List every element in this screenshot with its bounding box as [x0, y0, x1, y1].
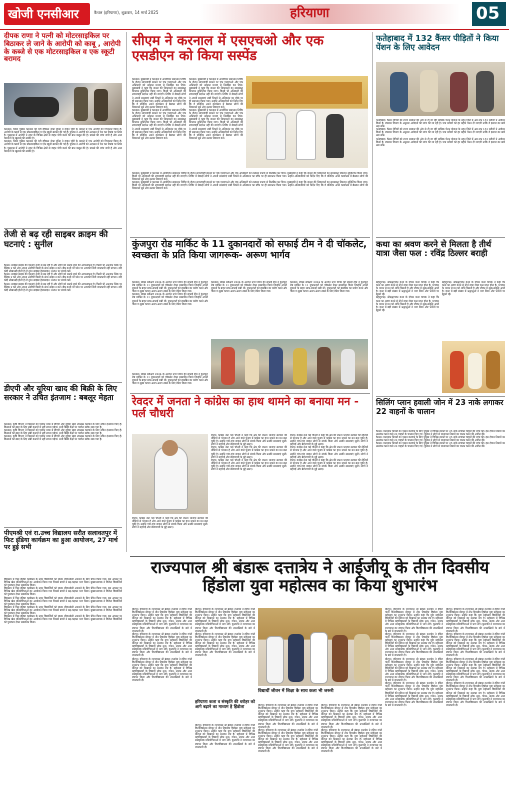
lead-photo	[246, 76, 368, 168]
person-figure	[450, 72, 468, 112]
person-figure	[310, 632, 328, 684]
congress-body-col1: रेवदर। कांग्रेस नेता पर्ल चौधरी ने कहा कि क्षेत्र की जनता भाजपा सरकार की नीतियों से परेशान है और आने वाले चुनाव में कांग्रेस का हाथ थामने का मन बना चुकी है। उन्होंने गांव-गांव जाकर लोगों से संपर्क किया और उनकी समस्याएं सुनीं। लोगों ने महंगाई और बेरोजगारी के मुद्दे उठाए।	[132, 517, 208, 530]
brand-logo	[4, 3, 90, 25]
right-mid-body-col2: बहादुरगढ़। श्रीमद्भागवत कथा के दौरान कथा वाचक ने कहा कि कथा का श्रवण करने से तीर्थ यात्रा जैसा फल प्राप्त होता है। भगवान के भजन से मन को शांति मिलती है और जीवन में सुख-समृद्धि आती है। कथा में बड़ी संख्या में श्रद्धालुओं ने भाग लिया और भजनों पर झूमते रहे।	[442, 281, 505, 297]
bottom-subhead: हरियाणा कला व संस्कृति की धरोहर को आगे बढ़ाने का माध्यम है हिंडोला	[195, 699, 255, 709]
bottom-body-col2: मीरपुर। हरियाणा के राज्यपाल श्री बंडारू दत्तात्रेय ने इंदिरा गांधी विश्वविद्यालय मीरपुर में तीन दिवसीय हिंडोला युवा महोत्सव का शुभारंभ किया। उन्होंने कहा कि युवा महोत्सव विद्यार्थियों की प्रतिभा को निखारने का सशक्त मंच है। महोत्सव में विभिन्न महाविद्यालयों के विद्यार्थी लोक नृत्य, गायन, नाटक और अन्य सांस्कृतिक प्रतियोगिताओं में भाग लेंगे। कुलपति ने राज्यपाल का स्वागत किया और विश्वविद्यालय की उपलब्धियों के बारे में जानकारी दी। मीरपुर। हरियाणा के राज्यपाल श्री बंडारू दत्तात्रेय ने इंदिरा गांधी विश्वविद्यालय मीरपुर में तीन दिवसीय हिंडोला युवा महोत्सव का शुभारंभ किया। उन्होंने कहा कि युवा महोत्सव विद्यार्थियों की प्रतिभा को निखारने का सशक्त मंच है। महोत्सव में विभिन्न महाविद्यालयों के विद्यार्थी लोक नृत्य, गायन, नाटक और अन्य सांस्कृतिक प्रतियोगिताओं में भाग लेंगे। कुलपति ने राज्यपाल का स्वागत किया और विश्वविद्यालय की उपलब्धियों के बारे में जानकारी दी।	[195, 608, 255, 658]
left-top-headline: दीपक राणा ने पत्नी को मोटरसाइकिल पर बिठाकर ले जाने के आरोपी को काबू , आरोपी के कब्जे से एक मोटरसाइकिल व एक स्कूटी बरामद	[4, 32, 121, 64]
person-figure	[221, 347, 235, 385]
middle-photo	[211, 339, 368, 389]
right-mid-photo	[442, 341, 505, 393]
police-figure	[94, 89, 108, 121]
middle-body-col1: करनाल। स्वच्छ सर्वेक्षण 2024 के अंतर्गत नगर निगम की सफाई टीम ने कुंजपुरा रोड मार्किट के 11 दुकानदारों को चॉकलेट देकर सम्मानित किया जिन्होंने अपनी दुकानों के बाहर साफ-सफाई रखी थी। दुकानदारों को डस्टबिन का प्रयोग करने और गीला व सूखा कचरा अलग-अलग रखने के लिए प्रेरित किया गया। करनाल। स्वच्छ सर्वेक्षण 2024 के अंतर्गत नगर निगम की सफाई टीम ने कुंजपुरा रोड मार्किट के 11 दुकानदारों को चॉकलेट देकर सम्मानित किया जिन्होंने अपनी दुकानों के बाहर साफ-सफाई रखी थी। दुकानदारों को डस्टबिन का प्रयोग करने और गीला व सूखा कचरा अलग-अलग रखने के लिए प्रेरित किया गया।	[132, 281, 208, 306]
person-figure	[450, 351, 464, 389]
person-figure	[468, 353, 482, 389]
bottom-section-rule	[130, 556, 505, 557]
story-divider	[376, 396, 505, 397]
person-figure	[354, 634, 370, 682]
middle-headline: कुंजपुरा रोड मार्किट के 11 दुकानदारों को सफाई टीम ने दी चॉकलेट, स्वच्छता के प्रति किया जागरूक- अरूण भार्गव	[132, 239, 367, 261]
left-low-headline: डीएपी और यूरिया खाद की बिक्री के लिए सरकार ने उचित इंतजाम : बबलूर मेहता	[4, 384, 117, 402]
congress-headline: रेवदर में जनता ने कांग्रेस का हाथ थामने का बनाया मन - पर्ल चौधरी	[132, 395, 359, 421]
bottom-subhead-2: विद्यार्थी जीवन में शिक्षा के साथ कला भी जरूरी	[258, 689, 334, 694]
right-low-body: कैथल। यातायात नियमों का पालन करवाने के लिए पुलिस ने विभिन्न स्थानों पर 23 नाके लगाकर वाहनों की जांच की। इस दौरान नियमों का उल्लंघन करने वाले 22 वाहनों के चालान किए गए। पुलिस ने लोगों से यातायात नियमों का पालन करने की अपील की। कैथल। यातायात नियमों का पालन करवाने के लिए पुलिस ने विभिन्न स्थानों पर 23 नाके लगाकर वाहनों की जांच की। इस दौरान नियमों का उल्लंघन करने वाले 22 वाहनों के चालान किए गए। पुलिस ने लोगों से यातायात नियमों का पालन करने की अपील की। कैथल। यातायात नियमों का पालन करवाने के लिए पुलिस ने विभिन्न स्थानों पर 23 नाके लगाकर वाहनों की जांच की। इस दौरान नियमों का उल्लंघन करने वाले 22 वाहनों के चालान किए गए। पुलिस ने लोगों से यातायात नियमों का पालन करने की अपील की।	[376, 430, 505, 449]
left-top-body: करनाल। जिला पुलिस करनाल की एंटी व्हीकल थेफ्ट यूनिट ने वाहन चोरी के मामले में एक आरोपी को गिरफ्तार किया है। आरोपी के कब्जे से एक मोटरसाइकिल व एक स्कूटी बरामद की गई है। पुलिस ने आरोपी को अदालत में पेश कर रिमांड पर लिया है। पूछताछ में आरोपी ने शहर के विभिन्न क्षेत्रों से वाहन चोरी करने की बात कबूल की है। मामले की जांच जारी है और अन्य वारदातों के खुलासे की उम्मीद है। करनाल। जिला पुलिस करनाल की एंटी व्हीकल थेफ्ट यूनिट ने वाहन चोरी के मामले में एक आरोपी को गिरफ्तार किया है। आरोपी के कब्जे से एक मोटरसाइकिल व एक स्कूटी बरामद की गई है। पुलिस ने आरोपी को अदालत में पेश कर रिमांड पर लिया है। पूछताछ में आरोपी ने शहर के विभिन्न क्षेत्रों से वाहन चोरी करने की बात कबूल की है। मामले की जांच जारी है और अन्य वारदातों के खुलासे की उम्मीद है।	[4, 128, 122, 153]
left-low-body: करनाल। कृषि विभाग ने किसानों को पर्याप्त मात्रा में डीएपी और यूरिया खाद उपलब्ध करवाने के लिए उचित इंतजाम किए हैं। किसानों को खाद के लिए लंबी कतारों में नहीं लगना पड़ेगा। सभी बिक्री केंद्रों पर पर्याप्त स्टॉक रखा गया है। करनाल। कृषि विभाग ने किसानों को पर्याप्त मात्रा में डीएपी और यूरिया खाद उपलब्ध करवाने के लिए उचित इंतजाम किए हैं। किसानों को खाद के लिए लंबी कतारों में नहीं लगना पड़ेगा। सभी बिक्री केंद्रों पर पर्याप्त स्टॉक रखा गया है। करनाल। कृषि विभाग ने किसानों को पर्याप्त मात्रा में डीएपी और यूरिया खाद उपलब्ध करवाने के लिए उचित इंतजाम किए हैं। किसानों को खाद के लिए लंबी कतारों में नहीं लगना पड़ेगा। सभी बिक्री केंद्रों पर पर्याप्त स्टॉक रखा गया है।	[4, 423, 122, 442]
story-divider	[4, 527, 122, 528]
brand-name: खोजी एनसीआर	[8, 7, 79, 21]
section-banner	[200, 4, 460, 24]
right-mid-headline: कथा का श्रवण करने से मिलता है तीर्थ यात्रा जैसा फल : रविंद्र ठिल्लर बराही	[376, 239, 492, 259]
lead-headline: सीएम ने करनाल में एसएचओ और एक एसडीएन को किया सस्पेंड	[132, 33, 324, 65]
story-divider	[4, 382, 122, 383]
person-figure	[269, 347, 283, 385]
person-figure	[476, 71, 494, 112]
page-number-box	[472, 2, 506, 26]
person-figure	[245, 349, 259, 385]
person-figure	[326, 114, 344, 158]
person-figure	[288, 634, 304, 682]
column-rule	[372, 32, 373, 552]
right-top-headline: फतेहाबाद में 132 कैंसर पीड़ितों ने किया पेंशन के लिए आवेदन	[376, 33, 499, 53]
middle-body-col2: करनाल। स्वच्छ सर्वेक्षण 2024 के अंतर्गत नगर निगम की सफाई टीम ने कुंजपुरा रोड मार्किट के 11 दुकानदारों को चॉकलेट देकर सम्मानित किया जिन्होंने अपनी दुकानों के बाहर साफ-सफाई रखी थी। दुकानदारों को डस्टबिन का प्रयोग करने और गीला व सूखा कचरा अलग-अलग रखने के लिए प्रेरित किया गया।	[211, 281, 287, 294]
middle-body-col1b: करनाल। स्वच्छ सर्वेक्षण 2024 के अंतर्गत नगर निगम की सफाई टीम ने कुंजपुरा रोड मार्किट के 11 दुकानदारों को चॉकलेट देकर सम्मानित किया जिन्होंने अपनी दुकानों के बाहर साफ-सफाई रखी थी। दुकानदारों को डस्टबिन का प्रयोग करने और गीला व सूखा कचरा अलग-अलग रखने के लिए प्रेरित किया गया।	[132, 373, 208, 386]
left-mid-headline: तेजी से बढ़ रही साइबर क्राइम की घटनाएं : सुनील	[4, 230, 108, 250]
stage-banner	[252, 82, 362, 104]
page-number: 05	[476, 4, 500, 24]
person-figure	[420, 70, 438, 112]
left-bottom-body: विद्यालय में फिट इंडिया कार्यक्रम के तहत विद्यार्थियों को स्वस्थ जीवनशैली अपनाने के लिए प्रेरित किया गया। इस अवसर पर विभिन्न खेल प्रतियोगिताओं का आयोजन किया गया जिसमें बच्चों ने बढ़-चढ़कर भाग लिया। मुख्याध्यापक ने विजेता विद्यार्थियों को पुरस्कार देकर सम्मानित किया। विद्यालय में फिट इंडिया कार्यक्रम के तहत विद्यार्थियों को स्वस्थ जीवनशैली अपनाने के लिए प्रेरित किया गया। इस अवसर पर विभिन्न खेल प्रतियोगिताओं का आयोजन किया गया जिसमें बच्चों ने बढ़-चढ़कर भाग लिया। मुख्याध्यापक ने विजेता विद्यार्थियों को पुरस्कार देकर सम्मानित किया। विद्यालय में फिट इंडिया कार्यक्रम के तहत विद्यार्थियों को स्वस्थ जीवनशैली अपनाने के लिए प्रेरित किया गया। इस अवसर पर विभिन्न खेल प्रतियोगिताओं का आयोजन किया गया जिसमें बच्चों ने बढ़-चढ़कर भाग लिया। मुख्याध्यापक ने विजेता विद्यार्थियों को पुरस्कार देकर सम्मानित किया। विद्यालय में फिट इंडिया कार्यक्रम के तहत विद्यार्थियों को स्वस्थ जीवनशैली अपनाने के लिए प्रेरित किया गया। इस अवसर पर विभिन्न खेल प्रतियोगिताओं का आयोजन किया गया जिसमें बच्चों ने बढ़-चढ़कर भाग लिया। मुख्याध्यापक ने विजेता विद्यार्थियों को पुरस्कार देकर सम्मानित किया। विद्यालय में फिट इंडिया कार्यक्रम के तहत विद्यार्थियों को स्वस्थ जीवनशैली अपनाने के लिए प्रेरित किया गया। इस अवसर पर विभिन्न खेल प्रतियोगिताओं का आयोजन किया गया जिसमें बच्चों ने बढ़-चढ़कर भाग लिया। मुख्याध्यापक ने विजेता विद्यार्थियों को पुरस्कार देकर सम्मानित किया।	[4, 578, 122, 625]
congress-photo	[132, 434, 208, 514]
right-top-photo	[376, 62, 505, 116]
lead-body-col3: करनाल। मुख्यमंत्री ने करनाल में आयोजित समाधान शिविर के दौरान लापरवाही बरतने पर एक एसएचओ और एक अधिकारी को तत्काल प्रभाव से निलंबित कर दिया। मुख्यमंत्री ने कहा कि जनता की शिकायतों का समयबद्ध निपटान सुनिश्चित किया जाए। किसी भी अधिकारी की लापरवाही बर्दाश्त नहीं की जाएगी। शिविर में सैकड़ों लोगों ने अपनी समस्याएं रखीं जिनमें से अधिकांश का मौके पर ही समाधान किया गया। उन्होंने अधिकारियों को निर्देश दिए कि वे प्रतिदिन अपने कार्यालय में बैठकर लोगों की शिकायतें सुनें और उनका निवारण करें। करनाल। मुख्यमंत्री ने करनाल में आयोजित समाधान शिविर के दौरान लापरवाही बरतने पर एक एसएचओ और एक अधिकारी को तत्काल प्रभाव से निलंबित कर दिया। मुख्यमंत्री ने कहा कि जनता की शिकायतों का समयबद्ध निपटान सुनिश्चित किया जाए। किसी भी अधिकारी की लापरवाही बर्दाश्त नहीं की जाएगी। शिविर में सैकड़ों लोगों ने अपनी समस्याएं रखीं जिनमें से अधिकांश का मौके पर ही समाधान किया गया। उन्होंने अधिकारियों को निर्देश दिए कि वे प्रतिदिन अपने कार्यालय में बैठकर लोगों की शिकायतें सुनें और उनका निवारण करें।	[132, 172, 368, 191]
masthead	[0, 0, 509, 30]
story-divider	[376, 237, 505, 238]
person-figure	[486, 351, 500, 389]
lead-body-col2: करनाल। मुख्यमंत्री ने करनाल में आयोजित समाधान शिविर के दौरान लापरवाही बरतने पर एक एसएचओ और एक अधिकारी को तत्काल प्रभाव से निलंबित कर दिया। मुख्यमंत्री ने कहा कि जनता की शिकायतों का समयबद्ध निपटान सुनिश्चित किया जाए। किसी भी अधिकारी की लापरवाही बर्दाश्त नहीं की जाएगी। शिविर में सैकड़ों लोगों ने अपनी समस्याएं रखीं जिनमें से अधिकांश का मौके पर ही समाधान किया गया। उन्होंने अधिकारियों को निर्देश दिए कि वे प्रतिदिन अपने कार्यालय में बैठकर लोगों की शिकायतें सुनें और उनका निवारण करें। करनाल। मुख्यमंत्री ने करनाल में आयोजित समाधान शिविर के दौरान लापरवाही बरतने पर एक एसएचओ और एक अधिकारी को तत्काल प्रभाव से निलंबित कर दिया। मुख्यमंत्री ने कहा कि जनता की शिकायतों का समयबद्ध निपटान सुनिश्चित किया जाए। किसी भी अधिकारी की लापरवाही बर्दाश्त नहीं की जाएगी। शिविर में सैकड़ों लोगों ने अपनी समस्याएं रखीं जिनमें से अधिकांश का मौके पर ही समाधान किया गया। उन्होंने अधिकारियों को निर्देश दिए कि वे प्रतिदिन अपने कार्यालय में बैठकर लोगों की शिकायतें सुनें और उनका निवारण करें।	[189, 78, 243, 140]
motorcycle-shape	[14, 97, 59, 117]
lead-body-col1: करनाल। मुख्यमंत्री ने करनाल में आयोजित समाधान शिविर के दौरान लापरवाही बरतने पर एक एसएचओ और एक अधिकारी को तत्काल प्रभाव से निलंबित कर दिया। मुख्यमंत्री ने कहा कि जनता की शिकायतों का समयबद्ध निपटान सुनिश्चित किया जाए। किसी भी अधिकारी की लापरवाही बर्दाश्त नहीं की जाएगी। शिविर में सैकड़ों लोगों ने अपनी समस्याएं रखीं जिनमें से अधिकांश का मौके पर ही समाधान किया गया। उन्होंने अधिकारियों को निर्देश दिए कि वे प्रतिदिन अपने कार्यालय में बैठकर लोगों की शिकायतें सुनें और उनका निवारण करें। करनाल। मुख्यमंत्री ने करनाल में आयोजित समाधान शिविर के दौरान लापरवाही बरतने पर एक एसएचओ और एक अधिकारी को तत्काल प्रभाव से निलंबित कर दिया। मुख्यमंत्री ने कहा कि जनता की शिकायतों का समयबद्ध निपटान सुनिश्चित किया जाए। किसी भी अधिकारी की लापरवाही बर्दाश्त नहीं की जाएगी। शिविर में सैकड़ों लोगों ने अपनी समस्याएं रखीं जिनमें से अधिकांश का मौके पर ही समाधान किया गया। उन्होंने अधिकारियों को निर्देश दिए कि वे प्रतिदिन अपने कार्यालय में बैठकर लोगों की शिकायतें सुनें और उनका निवारण करें।	[132, 78, 186, 140]
congress-body-col2: रेवदर। कांग्रेस नेता पर्ल चौधरी ने कहा कि क्षेत्र की जनता भाजपा सरकार की नीतियों से परेशान है और आने वाले चुनाव में कांग्रेस का हाथ थामने का मन बना चुकी है। उन्होंने गांव-गांव जाकर लोगों से संपर्क किया और उनकी समस्याएं सुनीं। लोगों ने महंगाई और बेरोजगारी के मुद्दे उठाए। रेवदर। कांग्रेस नेता पर्ल चौधरी ने कहा कि क्षेत्र की जनता भाजपा सरकार की नीतियों से परेशान है और आने वाले चुनाव में कांग्रेस का हाथ थामने का मन बना चुकी है। उन्होंने गांव-गांव जाकर लोगों से संपर्क किया और उनकी समस्याएं सुनीं। लोगों ने महंगाई और बेरोजगारी के मुद्दे उठाए। रेवदर। कांग्रेस नेता पर्ल चौधरी ने कहा कि क्षेत्र की जनता भाजपा सरकार की नीतियों से परेशान है और आने वाले चुनाव में कांग्रेस का हाथ थामने का मन बना चुकी है। उन्होंने गांव-गांव जाकर लोगों से संपर्क किया और उनकी समस्याएं सुनीं। लोगों ने महंगाई और बेरोजगारी के मुद्दे उठाए।	[211, 434, 287, 472]
congress-body-col3: रेवदर। कांग्रेस नेता पर्ल चौधरी ने कहा कि क्षेत्र की जनता भाजपा सरकार की नीतियों से परेशान है और आने वाले चुनाव में कांग्रेस का हाथ थामने का मन बना चुकी है। उन्होंने गांव-गांव जाकर लोगों से संपर्क किया और उनकी समस्याएं सुनीं। लोगों ने महंगाई और बेरोजगारी के मुद्दे उठाए। रेवदर। कांग्रेस नेता पर्ल चौधरी ने कहा कि क्षेत्र की जनता भाजपा सरकार की नीतियों से परेशान है और आने वाले चुनाव में कांग्रेस का हाथ थामने का मन बना चुकी है। उन्होंने गांव-गांव जाकर लोगों से संपर्क किया और उनकी समस्याएं सुनीं। लोगों ने महंगाई और बेरोजगारी के मुद्दे उठाए। रेवदर। कांग्रेस नेता पर्ल चौधरी ने कहा कि क्षेत्र की जनता भाजपा सरकार की नीतियों से परेशान है और आने वाले चुनाव में कांग्रेस का हाथ थामने का मन बना चुकी है। उन्होंने गांव-गांव जाकर लोगों से संपर्क किया और उनकी समस्याएं सुनीं। लोगों ने महंगाई और बेरोजगारी के मुद्दे उठाए।	[290, 434, 368, 472]
bottom-headline: राज्यपाल श्री बंडारू दत्तात्रेय ने आईजीयू के तीन दिवसीय हिंडोला युवा महोत्सव का किया शुभारंभ	[150, 558, 490, 596]
right-top-body: फतेहाबाद। कैंसर रोगियों को राज्य सरकार की ओर से दी जा रही मासिक पेंशन योजना के तहत जिले में अब तक 132 मरीजों ने आवेदन किया है। स्वास्थ्य विभाग के अनुसार आवेदनों की जांच की जा रही है। पात्र मरीजों को हर महीने पेंशन दी जाएगी ताकि वे इलाज का खर्च उठा सकें। फतेहाबाद। कैंसर रोगियों को राज्य सरकार की ओर से दी जा रही मासिक पेंशन योजना के तहत जिले में अब तक 132 मरीजों ने आवेदन किया है। स्वास्थ्य विभाग के अनुसार आवेदनों की जांच की जा रही है। पात्र मरीजों को हर महीने पेंशन दी जाएगी ताकि वे इलाज का खर्च उठा सकें। फतेहाबाद। कैंसर रोगियों को राज्य सरकार की ओर से दी जा रही मासिक पेंशन योजना के तहत जिले में अब तक 132 मरीजों ने आवेदन किया है। स्वास्थ्य विभाग के अनुसार आवेदनों की जांच की जा रही है। पात्र मरीजों को हर महीने पेंशन दी जाएगी ताकि वे इलाज का खर्च उठा सकें।	[376, 119, 505, 147]
person-figure	[293, 348, 307, 385]
bottom-body-col2b: मीरपुर। हरियाणा के राज्यपाल श्री बंडारू दत्तात्रेय ने इंदिरा गांधी विश्वविद्यालय मीरपुर में तीन दिवसीय हिंडोला युवा महोत्सव का शुभारंभ किया। उन्होंने कहा कि युवा महोत्सव विद्यार्थियों की प्रतिभा को निखारने का सशक्त मंच है। महोत्सव में विभिन्न महाविद्यालयों के विद्यार्थी लोक नृत्य, गायन, नाटक और अन्य सांस्कृतिक प्रतियोगिताओं में भाग लेंगे। कुलपति ने राज्यपाल का स्वागत किया और विश्वविद्यालय की उपलब्धियों के बारे में जानकारी दी।	[195, 724, 255, 749]
column-rule	[126, 32, 127, 552]
masthead-rule	[0, 29, 509, 30]
bottom-body-col4: मीरपुर। हरियाणा के राज्यपाल श्री बंडारू दत्तात्रेय ने इंदिरा गांधी विश्वविद्यालय मीरपुर में तीन दिवसीय हिंडोला युवा महोत्सव का शुभारंभ किया। उन्होंने कहा कि युवा महोत्सव विद्यार्थियों की प्रतिभा को निखारने का सशक्त मंच है। महोत्सव में विभिन्न महाविद्यालयों के विद्यार्थी लोक नृत्य, गायन, नाटक और अन्य सांस्कृतिक प्रतियोगिताओं में भाग लेंगे। कुलपति ने राज्यपाल का स्वागत किया और विश्वविद्यालय की उपलब्धियों के बारे में जानकारी दी। मीरपुर। हरियाणा के राज्यपाल श्री बंडारू दत्तात्रेय ने इंदिरा गांधी विश्वविद्यालय मीरपुर में तीन दिवसीय हिंडोला युवा महोत्सव का शुभारंभ किया। उन्होंने कहा कि युवा महोत्सव विद्यार्थियों की प्रतिभा को निखारने का सशक्त मंच है। महोत्सव में विभिन्न महाविद्यालयों के विद्यार्थी लोक नृत्य, गायन, नाटक और अन्य सांस्कृतिक प्रतियोगिताओं में भाग लेंगे। कुलपति ने राज्यपाल का स्वागत किया और विश्वविद्यालय की उपलब्धियों के बारे में जानकारी दी।	[321, 704, 382, 754]
person-figure	[266, 636, 284, 684]
bottom-body-col3: मीरपुर। हरियाणा के राज्यपाल श्री बंडारू दत्तात्रेय ने इंदिरा गांधी विश्वविद्यालय मीरपुर में तीन दिवसीय हिंडोला युवा महोत्सव का शुभारंभ किया। उन्होंने कहा कि युवा महोत्सव विद्यार्थियों की प्रतिभा को निखारने का सशक्त मंच है। महोत्सव में विभिन्न महाविद्यालयों के विद्यार्थी लोक नृत्य, गायन, नाटक और अन्य सांस्कृतिक प्रतियोगिताओं में भाग लेंगे। कुलपति ने राज्यपाल का स्वागत किया और विश्वविद्यालय की उपलब्धियों के बारे में जानकारी दी। मीरपुर। हरियाणा के राज्यपाल श्री बंडारू दत्तात्रेय ने इंदिरा गांधी विश्वविद्यालय मीरपुर में तीन दिवसीय हिंडोला युवा महोत्सव का शुभारंभ किया। उन्होंने कहा कि युवा महोत्सव विद्यार्थियों की प्रतिभा को निखारने का सशक्त मंच है। महोत्सव में विभिन्न महाविद्यालयों के विद्यार्थी लोक नृत्य, गायन, नाटक और अन्य सांस्कृतिक प्रतियोगिताओं में भाग लेंगे। कुलपति ने राज्यपाल का स्वागत किया और विश्वविद्यालय की उपलब्धियों के बारे में जानकारी दी।	[258, 704, 318, 754]
person-figure	[390, 72, 408, 112]
bottom-photo	[258, 608, 382, 686]
person-figure	[266, 112, 286, 160]
left-bottom-headline: पीएमश्री एवं रा.उच्च विद्यालय सरौत सलावतपुर में फिट इंडिया कार्यक्रम का हुआ आयोजन, 27 मार्च पर हुई सभी	[4, 530, 118, 552]
person-figure	[332, 635, 348, 682]
bottom-body-col6: मीरपुर। हरियाणा के राज्यपाल श्री बंडारू दत्तात्रेय ने इंदिरा गांधी विश्वविद्यालय मीरपुर में तीन दिवसीय हिंडोला युवा महोत्सव का शुभारंभ किया। उन्होंने कहा कि युवा महोत्सव विद्यार्थियों की प्रतिभा को निखारने का सशक्त मंच है। महोत्सव में विभिन्न महाविद्यालयों के विद्यार्थी लोक नृत्य, गायन, नाटक और अन्य सांस्कृतिक प्रतियोगिताओं में भाग लेंगे। कुलपति ने राज्यपाल का स्वागत किया और विश्वविद्यालय की उपलब्धियों के बारे में जानकारी दी। मीरपुर। हरियाणा के राज्यपाल श्री बंडारू दत्तात्रेय ने इंदिरा गांधी विश्वविद्यालय मीरपुर में तीन दिवसीय हिंडोला युवा महोत्सव का शुभारंभ किया। उन्होंने कहा कि युवा महोत्सव विद्यार्थियों की प्रतिभा को निखारने का सशक्त मंच है। महोत्सव में विभिन्न महाविद्यालयों के विद्यार्थी लोक नृत्य, गायन, नाटक और अन्य सांस्कृतिक प्रतियोगिताओं में भाग लेंगे। कुलपति ने राज्यपाल का स्वागत किया और विश्वविद्यालय की उपलब्धियों के बारे में जानकारी दी। मीरपुर। हरियाणा के राज्यपाल श्री बंडारू दत्तात्रेय ने इंदिरा गांधी विश्वविद्यालय मीरपुर में तीन दिवसीय हिंडोला युवा महोत्सव का शुभारंभ किया। उन्होंने कहा कि युवा महोत्सव विद्यार्थियों की प्रतिभा को निखारने का सशक्त मंच है। महोत्सव में विभिन्न महाविद्यालयों के विद्यार्थी लोक नृत्य, गायन, नाटक और अन्य सांस्कृतिक प्रतियोगिताओं में भाग लेंगे। कुलपति ने राज्यपाल का स्वागत किया और विश्वविद्यालय की उपलब्धियों के बारे में जानकारी दी। मीरपुर। हरियाणा के राज्यपाल श्री बंडारू दत्तात्रेय ने इंदिरा गांधी विश्वविद्यालय मीरपुर में तीन दिवसीय हिंडोला युवा महोत्सव का शुभारंभ किया। उन्होंने कहा कि युवा महोत्सव विद्यार्थियों की प्रतिभा को निखारने का सशक्त मंच है। महोत्सव में विभिन्न महाविद्यालयों के विद्यार्थी लोक नृत्य, गायन, नाटक और अन्य सांस्कृतिक प्रतियोगिताओं में भाग लेंगे। कुलपति ने राज्यपाल का स्वागत किया और विश्वविद्यालय की उपलब्धियों के बारे में जानकारी दी।	[446, 608, 505, 707]
story-divider	[130, 393, 370, 394]
dateline: कैथल (हरियाणा), शुक्रवार, 14 मार्च 2025	[94, 10, 159, 15]
person-figure	[317, 347, 331, 385]
left-top-photo	[4, 83, 122, 125]
police-figure	[74, 87, 88, 121]
bottom-body-col1: मीरपुर। हरियाणा के राज्यपाल श्री बंडारू दत्तात्रेय ने इंदिरा गांधी विश्वविद्यालय मीरपुर में तीन दिवसीय हिंडोला युवा महोत्सव का शुभारंभ किया। उन्होंने कहा कि युवा महोत्सव विद्यार्थियों की प्रतिभा को निखारने का सशक्त मंच है। महोत्सव में विभिन्न महाविद्यालयों के विद्यार्थी लोक नृत्य, गायन, नाटक और अन्य सांस्कृतिक प्रतियोगिताओं में भाग लेंगे। कुलपति ने राज्यपाल का स्वागत किया और विश्वविद्यालय की उपलब्धियों के बारे में जानकारी दी। मीरपुर। हरियाणा के राज्यपाल श्री बंडारू दत्तात्रेय ने इंदिरा गांधी विश्वविद्यालय मीरपुर में तीन दिवसीय हिंडोला युवा महोत्सव का शुभारंभ किया। उन्होंने कहा कि युवा महोत्सव विद्यार्थियों की प्रतिभा को निखारने का सशक्त मंच है। महोत्सव में विभिन्न महाविद्यालयों के विद्यार्थी लोक नृत्य, गायन, नाटक और अन्य सांस्कृतिक प्रतियोगिताओं में भाग लेंगे। कुलपति ने राज्यपाल का स्वागत किया और विश्वविद्यालय की उपलब्धियों के बारे में जानकारी दी। मीरपुर। हरियाणा के राज्यपाल श्री बंडारू दत्तात्रेय ने इंदिरा गांधी विश्वविद्यालय मीरपुर में तीन दिवसीय हिंडोला युवा महोत्सव का शुभारंभ किया। उन्होंने कहा कि युवा महोत्सव विद्यार्थियों की प्रतिभा को निखारने का सशक्त मंच है। महोत्सव में विभिन्न महाविद्यालयों के विद्यार्थी लोक नृत्य, गायन, नाटक और अन्य सांस्कृतिक प्रतियोगिताओं में भाग लेंगे। कुलपति ने राज्यपाल का स्वागत किया और विश्वविद्यालय की उपलब्धियों के बारे में जानकारी दी।	[132, 608, 192, 683]
right-mid-body-col1: बहादुरगढ़। श्रीमद्भागवत कथा के दौरान कथा वाचक ने कहा कि कथा का श्रवण करने से तीर्थ यात्रा जैसा फल प्राप्त होता है। भगवान के भजन से मन को शांति मिलती है और जीवन में सुख-समृद्धि आती है। कथा में बड़ी संख्या में श्रद्धालुओं ने भाग लिया और भजनों पर झूमते रहे। बहादुरगढ़। श्रीमद्भागवत कथा के दौरान कथा वाचक ने कहा कि कथा का श्रवण करने से तीर्थ यात्रा जैसा फल प्राप्त होता है। भगवान के भजन से मन को शांति मिलती है और जीवन में सुख-समृद्धि आती है। कथा में बड़ी संख्या में श्रद्धालुओं ने भाग लिया और भजनों पर झूमते रहे।	[376, 281, 439, 312]
person-figure	[296, 110, 316, 160]
section-title: हरियाणा	[290, 6, 330, 21]
story-divider	[4, 228, 122, 229]
story-divider	[130, 237, 370, 238]
middle-body-col3: करनाल। स्वच्छ सर्वेक्षण 2024 के अंतर्गत नगर निगम की सफाई टीम ने कुंजपुरा रोड मार्किट के 11 दुकानदारों को चॉकलेट देकर सम्मानित किया जिन्होंने अपनी दुकानों के बाहर साफ-सफाई रखी थी। दुकानदारों को डस्टबिन का प्रयोग करने और गीला व सूखा कचरा अलग-अलग रखने के लिए प्रेरित किया गया।	[290, 281, 368, 294]
right-low-headline: सिलिंग प्लान हवाली जोन में 23 नाके लगाकर 22 वाहनों के चालान	[376, 398, 504, 416]
bottom-body-col5: मीरपुर। हरियाणा के राज्यपाल श्री बंडारू दत्तात्रेय ने इंदिरा गांधी विश्वविद्यालय मीरपुर में तीन दिवसीय हिंडोला युवा महोत्सव का शुभारंभ किया। उन्होंने कहा कि युवा महोत्सव विद्यार्थियों की प्रतिभा को निखारने का सशक्त मंच है। महोत्सव में विभिन्न महाविद्यालयों के विद्यार्थी लोक नृत्य, गायन, नाटक और अन्य सांस्कृतिक प्रतियोगिताओं में भाग लेंगे। कुलपति ने राज्यपाल का स्वागत किया और विश्वविद्यालय की उपलब्धियों के बारे में जानकारी दी। मीरपुर। हरियाणा के राज्यपाल श्री बंडारू दत्तात्रेय ने इंदिरा गांधी विश्वविद्यालय मीरपुर में तीन दिवसीय हिंडोला युवा महोत्सव का शुभारंभ किया। उन्होंने कहा कि युवा महोत्सव विद्यार्थियों की प्रतिभा को निखारने का सशक्त मंच है। महोत्सव में विभिन्न महाविद्यालयों के विद्यार्थी लोक नृत्य, गायन, नाटक और अन्य सांस्कृतिक प्रतियोगिताओं में भाग लेंगे। कुलपति ने राज्यपाल का स्वागत किया और विश्वविद्यालय की उपलब्धियों के बारे में जानकारी दी। मीरपुर। हरियाणा के राज्यपाल श्री बंडारू दत्तात्रेय ने इंदिरा गांधी विश्वविद्यालय मीरपुर में तीन दिवसीय हिंडोला युवा महोत्सव का शुभारंभ किया। उन्होंने कहा कि युवा महोत्सव विद्यार्थियों की प्रतिभा को निखारने का सशक्त मंच है। महोत्सव में विभिन्न महाविद्यालयों के विद्यार्थी लोक नृत्य, गायन, नाटक और अन्य सांस्कृतिक प्रतियोगिताओं में भाग लेंगे। कुलपति ने राज्यपाल का स्वागत किया और विश्वविद्यालय की उपलब्धियों के बारे में जानकारी दी। मीरपुर। हरियाणा के राज्यपाल श्री बंडारू दत्तात्रेय ने इंदिरा गांधी विश्वविद्यालय मीरपुर में तीन दिवसीय हिंडोला युवा महोत्सव का शुभारंभ किया। उन्होंने कहा कि युवा महोत्सव विद्यार्थियों की प्रतिभा को निखारने का सशक्त मंच है। महोत्सव में विभिन्न महाविद्यालयों के विद्यार्थी लोक नृत्य, गायन, नाटक और अन्य सांस्कृतिक प्रतियोगिताओं में भाग लेंगे। कुलपति ने राज्यपाल का स्वागत किया और विश्वविद्यालय की उपलब्धियों के बारे में जानकारी दी।	[385, 608, 443, 707]
person-head	[162, 440, 178, 456]
left-mid-body: कैथल। साइबर क्राइम की घटनाएं तेजी से बढ़ रही हैं और लोगों को सतर्क रहने की आवश्यकता है। किसी भी अनजान लिंक पर क्लिक न करें और अपना ओटीपी किसी के साथ साझा न करें। बैंक कभी भी फोन पर आपकी निजी जानकारी नहीं मांगता। यदि कोई धोखाधड़ी होती है तो तुरंत साइबर हेल्पलाइन 1930 पर संपर्क करें। कैथल। साइबर क्राइम की घटनाएं तेजी से बढ़ रही हैं और लोगों को सतर्क रहने की आवश्यकता है। किसी भी अनजान लिंक पर क्लिक न करें और अपना ओटीपी किसी के साथ साझा न करें। बैंक कभी भी फोन पर आपकी निजी जानकारी नहीं मांगता। यदि कोई धोखाधड़ी होती है तो तुरंत साइबर हेल्पलाइन 1930 पर संपर्क करें। कैथल। साइबर क्राइम की घटनाएं तेजी से बढ़ रही हैं और लोगों को सतर्क रहने की आवश्यकता है। किसी भी अनजान लिंक पर क्लिक न करें और अपना ओटीपी किसी के साथ साझा न करें। बैंक कभी भी फोन पर आपकी निजी जानकारी नहीं मांगता। यदि कोई धोखाधड़ी होती है तो तुरंत साइबर हेल्पलाइन 1930 पर संपर्क करें।	[4, 264, 122, 292]
person-figure	[341, 349, 355, 385]
